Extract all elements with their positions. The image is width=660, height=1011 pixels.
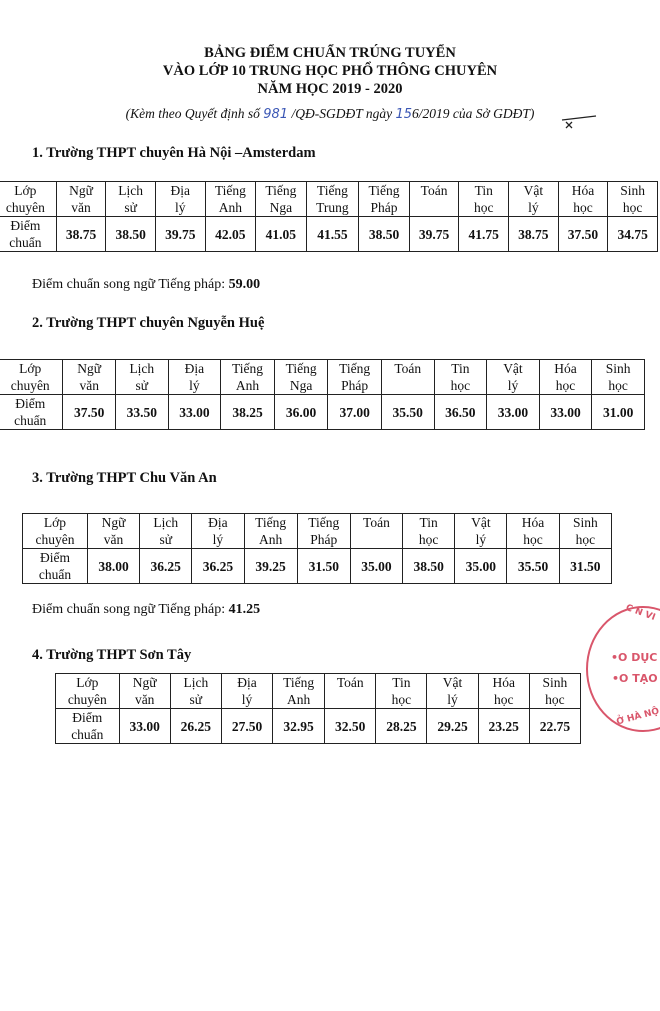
subject-header: Toán xyxy=(350,514,402,549)
subject-header: Vật lý xyxy=(427,674,478,709)
subject-header: Ngữ văn xyxy=(119,674,170,709)
score-cell: 39.75 xyxy=(155,217,205,252)
bilingual-note-3 xyxy=(32,602,260,618)
subject-header: Tiếng Nga xyxy=(256,182,307,217)
subject-header: Tiếng Pháp xyxy=(297,514,350,549)
subject-header: Tiếng Pháp xyxy=(359,182,410,217)
table-score-row xyxy=(56,709,581,744)
table-header-row xyxy=(0,360,645,395)
table-score-row xyxy=(23,549,612,584)
handwritten-decision-day: 15 xyxy=(395,107,413,122)
score-table-4 xyxy=(55,673,581,744)
table-header-row xyxy=(56,674,581,709)
subject-header: Tin học xyxy=(376,674,427,709)
score-cell: 35.50 xyxy=(507,549,559,584)
score-cell: 41.75 xyxy=(459,217,509,252)
subject-header: Hóa học xyxy=(558,182,608,217)
subject-header: Hóa học xyxy=(539,360,592,395)
subject-header: Địa lý xyxy=(192,514,244,549)
score-cell: 22.75 xyxy=(529,709,580,744)
doc-title-line-1: BẢNG ĐIỂM CHUẨN TRÚNG TUYỂN xyxy=(204,45,456,61)
decision-note-middle: /QĐ-SGDĐT ngày xyxy=(291,106,393,121)
row-header-score: Điểm chuẩn xyxy=(23,549,88,584)
score-cell: 23.25 xyxy=(478,709,529,744)
subject-header: Hóa học xyxy=(478,674,529,709)
subject-header: Sinh học xyxy=(529,674,580,709)
score-table-1 xyxy=(0,181,658,252)
score-cell: 41.55 xyxy=(306,217,359,252)
subject-header: Lịch sử xyxy=(116,360,169,395)
table-header-row xyxy=(0,182,658,217)
subject-header: Ngữ văn xyxy=(87,514,139,549)
section-title-3: 3. Trường THPT Chu Văn An xyxy=(32,470,217,486)
section-title-1: 1. Trường THPT chuyên Hà Nội –Amsterdam xyxy=(32,145,316,161)
subject-header: Sinh học xyxy=(559,514,611,549)
subject-header: Vật lý xyxy=(509,182,559,217)
bilingual-note-value: 59.00 xyxy=(228,277,261,292)
subject-header: Tiếng Anh xyxy=(244,514,297,549)
score-cell: 35.00 xyxy=(455,549,507,584)
score-cell: 32.95 xyxy=(273,709,325,744)
score-cell: 38.75 xyxy=(509,217,559,252)
score-cell: 36.00 xyxy=(274,395,328,430)
score-cell: 26.25 xyxy=(170,709,221,744)
score-cell: 38.25 xyxy=(221,395,275,430)
score-cell: 38.50 xyxy=(106,217,156,252)
score-cell: 36.25 xyxy=(140,549,192,584)
stamp-line-1: •O DỤC xyxy=(611,651,658,664)
score-table-3 xyxy=(22,513,612,584)
score-cell: 33.50 xyxy=(116,395,169,430)
score-cell: 33.00 xyxy=(119,709,170,744)
score-cell: 32.50 xyxy=(325,709,376,744)
score-cell: 38.00 xyxy=(87,549,139,584)
stamp-line-2: •O TẠO xyxy=(612,672,658,685)
subject-header: Ngữ văn xyxy=(63,360,116,395)
bilingual-note-1 xyxy=(32,277,260,293)
score-cell: 34.75 xyxy=(608,217,658,252)
row-header-class: Lớp chuyên xyxy=(23,514,88,549)
score-cell: 37.50 xyxy=(558,217,608,252)
score-cell: 36.25 xyxy=(192,549,244,584)
section-title-2: 2. Trường THPT chuyên Nguyễn Huệ xyxy=(32,315,265,331)
score-cell: 42.05 xyxy=(205,217,256,252)
row-header-class: Lớp chuyên xyxy=(56,674,120,709)
subject-header: Toán xyxy=(409,182,459,217)
score-table-2 xyxy=(0,359,645,430)
score-cell: 33.00 xyxy=(168,395,221,430)
score-cell: 33.00 xyxy=(487,395,540,430)
subject-header: Tin học xyxy=(403,514,455,549)
doc-title-line-3: NĂM HỌC 2019 - 2020 xyxy=(257,81,403,97)
bilingual-note-label: Điểm chuẩn song ngữ Tiếng pháp: xyxy=(32,602,226,617)
table-score-row xyxy=(0,395,645,430)
score-cell: 27.50 xyxy=(221,709,272,744)
table-header-row xyxy=(23,514,612,549)
subject-header: Tiếng Nga xyxy=(274,360,328,395)
subject-header: Lịch sử xyxy=(170,674,221,709)
stamp-arc-bottom: Ở HÀ NỘ xyxy=(615,706,660,728)
subject-header: Tiếng Anh xyxy=(221,360,275,395)
score-cell: 37.00 xyxy=(328,395,382,430)
handwritten-decision-number: 981 xyxy=(263,107,289,122)
score-cell: 37.50 xyxy=(63,395,116,430)
stamp-arc-top: C N VI xyxy=(624,603,657,623)
subject-header: Ngữ văn xyxy=(56,182,106,217)
subject-header: Toán xyxy=(325,674,376,709)
row-header-class: Lớp chuyên xyxy=(0,360,63,395)
subject-header: Hóa học xyxy=(507,514,559,549)
subject-header: Tin học xyxy=(459,182,509,217)
score-cell: 38.50 xyxy=(359,217,410,252)
subject-header: Địa lý xyxy=(168,360,221,395)
subject-header: Vật lý xyxy=(455,514,507,549)
subject-header: Lịch sử xyxy=(140,514,192,549)
subject-header: Lịch sử xyxy=(106,182,156,217)
row-header-class: Lớp chuyên xyxy=(0,182,56,217)
score-cell: 29.25 xyxy=(427,709,478,744)
score-cell: 38.50 xyxy=(403,549,455,584)
row-header-score: Điểm chuẩn xyxy=(0,395,63,430)
score-cell: 33.00 xyxy=(539,395,592,430)
score-cell: 39.25 xyxy=(244,549,297,584)
decision-note-prefix: (Kèm theo Quyết định số xyxy=(125,106,260,121)
score-cell: 31.50 xyxy=(297,549,350,584)
bilingual-note-value: 41.25 xyxy=(228,602,261,617)
score-cell: 36.50 xyxy=(434,395,487,430)
subject-header: Địa lý xyxy=(221,674,272,709)
subject-header: Sinh học xyxy=(608,182,658,217)
row-header-score: Điểm chuẩn xyxy=(0,217,56,252)
subject-header: Tiếng Anh xyxy=(273,674,325,709)
bilingual-note-label: Điểm chuẩn song ngữ Tiếng pháp: xyxy=(32,277,226,292)
subject-header: Địa lý xyxy=(155,182,205,217)
score-cell: 38.75 xyxy=(56,217,106,252)
decision-note-suffix: 6/2019 của Sở GDĐT) xyxy=(412,106,535,121)
subject-header: Tiếng Anh xyxy=(205,182,256,217)
row-header-score: Điểm chuẩn xyxy=(56,709,120,744)
subject-header: Tin học xyxy=(434,360,487,395)
score-cell: 35.00 xyxy=(350,549,402,584)
score-cell: 41.05 xyxy=(256,217,307,252)
subject-header: Tiếng Pháp xyxy=(328,360,382,395)
table-score-row xyxy=(0,217,658,252)
subject-header: Tiếng Trung xyxy=(306,182,359,217)
score-cell: 31.00 xyxy=(592,395,645,430)
score-cell: 28.25 xyxy=(376,709,427,744)
subject-header: Toán xyxy=(381,360,434,395)
section-title-4: 4. Trường THPT Sơn Tây xyxy=(32,647,192,663)
signature-mark xyxy=(560,110,600,130)
subject-header: Sinh học xyxy=(592,360,645,395)
score-cell: 31.50 xyxy=(559,549,611,584)
score-cell: 39.75 xyxy=(409,217,459,252)
doc-title-line-2: VÀO LỚP 10 TRUNG HỌC PHỔ THÔNG CHUYÊN xyxy=(162,63,498,79)
subject-header: Vật lý xyxy=(487,360,540,395)
score-cell: 35.50 xyxy=(381,395,434,430)
